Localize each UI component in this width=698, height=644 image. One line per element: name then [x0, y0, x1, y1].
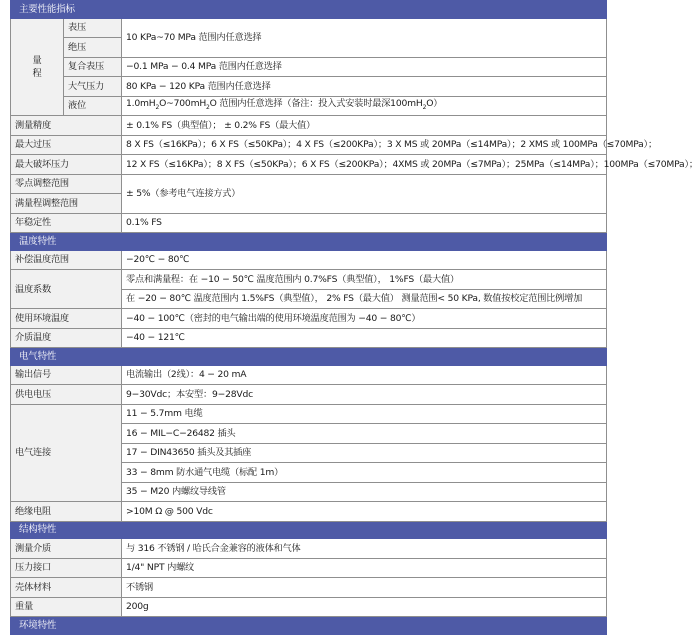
- row-label: 测量介质: [11, 539, 122, 559]
- row-value: −20℃ − 80℃: [122, 250, 607, 270]
- table-row: [11, 18, 607, 38]
- table-row: [11, 558, 607, 578]
- table-row: [11, 96, 607, 116]
- row-value: >10M Ω @ 500 Vdc: [122, 502, 607, 522]
- section-header-environment: [11, 617, 607, 635]
- table-row: [11, 309, 607, 329]
- row-label: 绝压: [64, 38, 122, 58]
- row-label: 壳体材料: [11, 578, 122, 598]
- row-value: 35 − M20 内螺纹导线管: [122, 482, 607, 502]
- row-value: 200g: [122, 597, 607, 617]
- table-row: [11, 116, 607, 136]
- table-row: [11, 135, 607, 155]
- table-row: [11, 578, 607, 598]
- row-value: 8 X FS（≤16KPa）；6 X FS（≤50KPa）；4 X FS（≤200KPa）；3 X MS 或 20MPa（≤14MPa）；2 XMS 或 100MPa（≤70MPa）；: [122, 135, 607, 155]
- row-value: −40 − 100℃（密封的电气输出端的使用环境温度范围为 −40 − 80℃）: [122, 309, 607, 329]
- row-label: 最大破坏压力: [11, 155, 122, 175]
- table-row: [11, 502, 607, 522]
- section-title: 主要性能指标: [11, 1, 607, 19]
- row-label: 绝缘电阻: [11, 502, 122, 522]
- section-title: 电气特性: [11, 348, 607, 366]
- section-header-temperature: [11, 233, 607, 251]
- table-row: [11, 250, 607, 270]
- table-row: [11, 174, 607, 194]
- section-header-electrical: [11, 348, 607, 366]
- row-value: −40 − 121℃: [122, 328, 607, 348]
- range-group-label: 量 程: [11, 18, 64, 116]
- table-row: [11, 385, 607, 405]
- row-value: 电流输出（2线）：4 − 20 mA: [122, 365, 607, 385]
- row-label: 压力接口: [11, 558, 122, 578]
- table-row: [11, 539, 607, 559]
- row-label: 年稳定性: [11, 213, 122, 233]
- row-value: 与 316 不锈钢 / 哈氏合金兼容的液体和气体: [122, 539, 607, 559]
- row-label: 零点调整范围: [11, 174, 122, 194]
- row-value: ± 0.1% FS（典型值）； ± 0.2% FS（最大值）: [122, 116, 607, 136]
- table-row: [11, 57, 607, 77]
- row-label: 重量: [11, 597, 122, 617]
- row-value: −0.1 MPa − 0.4 MPa 范围内任意选择: [122, 57, 607, 77]
- row-value: 33 − 8mm 防水通气电缆（标配 1m）: [122, 463, 607, 483]
- row-value: 10 KPa~70 MPa 范围内任意选择: [122, 18, 607, 57]
- table-row: [11, 77, 607, 97]
- row-label: 最大过压: [11, 135, 122, 155]
- row-label: 电气连接: [11, 404, 122, 502]
- spec-table: [10, 0, 698, 635]
- row-value: 16 − MIL−C−26482 插头: [122, 424, 607, 444]
- row-value: 17 − DIN43650 插头及其插座: [122, 443, 607, 463]
- table-row: [11, 213, 607, 233]
- table-row: [11, 328, 607, 348]
- section-title: 温度特性: [11, 233, 607, 251]
- row-value: 12 X FS（≤16KPa）；8 X FS（≤50KPa）；6 X FS（≤200KPa）；4XMS 或 20MPa（≤7MPa）；25MPa（≤14MPa）；100MPa（≤70MPa）；: [122, 155, 607, 175]
- row-value: 0.1% FS: [122, 213, 607, 233]
- row-label: 补偿温度范围: [11, 250, 122, 270]
- table-row: [11, 404, 607, 424]
- row-value: 在 −20 − 80℃ 温度范围内 1.5%FS（典型值）， 2% FS（最大值） 测量范围< 50 KPa, 数值按校定范围比例增加: [122, 289, 607, 309]
- row-label: 介质温度: [11, 328, 122, 348]
- section-title: 结构特性: [11, 521, 607, 539]
- row-value: 零点和满量程：在 −10 − 50℃ 温度范围内 0.7%FS（典型值）， 1%FS（最大值）: [122, 270, 607, 290]
- section-title: 环境特性: [11, 617, 607, 635]
- row-label: 温度系数: [11, 270, 122, 309]
- row-label: 大气压力: [64, 77, 122, 97]
- row-value: 1/4" NPT 内螺纹: [122, 558, 607, 578]
- table-row: [11, 155, 607, 175]
- table-row: [11, 597, 607, 617]
- row-label: 表压: [64, 18, 122, 38]
- row-label: 液位: [64, 96, 122, 116]
- table-row: [11, 365, 607, 385]
- row-value: 11 − 5.7mm 电缆: [122, 404, 607, 424]
- row-value: 9−30Vdc；本安型：9−28Vdc: [122, 385, 607, 405]
- row-label: 测量精度: [11, 116, 122, 136]
- section-header-structure: [11, 521, 607, 539]
- row-value: 80 KPa − 120 KPa 范围内任意选择: [122, 77, 607, 97]
- row-label: 满量程调整范围: [11, 194, 122, 214]
- row-label: 输出信号: [11, 365, 122, 385]
- section-header-main: [11, 1, 607, 19]
- row-value: ± 5%（参考电气连接方式）: [122, 174, 607, 213]
- row-label: 供电电压: [11, 385, 122, 405]
- row-label: 复合表压: [64, 57, 122, 77]
- row-value: $1.0mH_2O\sim 700mH_2O$ 范围内任意选择（备注：投入式安装时最深$100mH_2O$）: [122, 96, 607, 116]
- row-value: 不锈钢: [122, 578, 607, 598]
- row-label: 使用环境温度: [11, 309, 122, 329]
- table-row: [11, 270, 607, 290]
